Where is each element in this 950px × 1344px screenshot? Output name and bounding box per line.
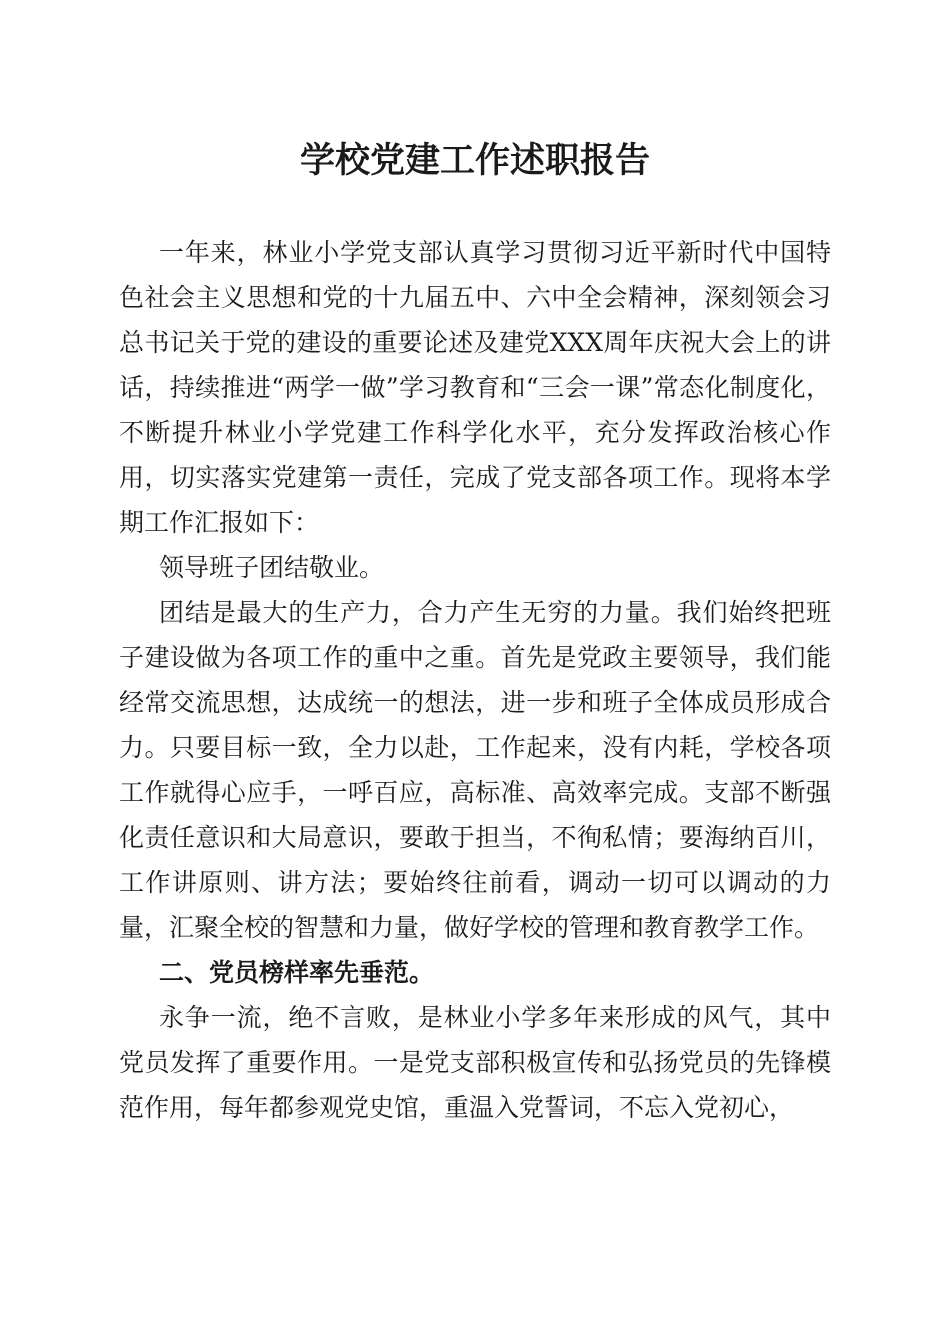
document-title: 学校党建工作述职报告 <box>299 140 650 181</box>
document-body <box>119 230 831 1130</box>
section-heading-party-members: 二、党员榜样率先垂范。 <box>159 958 435 987</box>
paragraph-intro: 一年来，林业小学党支部认真学习贯彻习近平新时代中国特色社会主义思想和党的十九届五中、六中全会精神，深刻领会习总书记关于党的建设的重要论述及建党XXX周年庆祝大会上的讲话，持续推进“两学一做”学习教育和“三会一课”常态化制度化，不断提升林业小学党建工作科学化水平，充分发挥政治核心作用，切实落实党建第一责任，完成了党支部各项工作。现将本学期工作汇报如下： <box>119 238 831 537</box>
paragraph-party-members: 永争一流，绝不言败，是林业小学多年来形成的风气，其中党员发挥了重要作用。一是党支部积极宣传和弘扬党员的先锋模范作用，每年都参观党史馆，重温入党誓词，不忘入党初心， <box>119 1003 831 1122</box>
section-heading-leadership: 领导班子团结敬业。 <box>159 553 385 582</box>
paragraph-leadership: 团结是最大的生产力，合力产生无穷的力量。我们始终把班子建设做为各项工作的重中之重。首先是党政主要领导，我们能经常交流思想，达成统一的想法，进一步和班子全体成员形成合力。只要目标一致，全力以赴，工作起来，没有内耗，学校各项工作就得心应手，一呼百应，高标准、高效率完成。支部不断强化责任意识和大局意识，要敢于担当，不徇私情；要海纳百川，工作讲原则、讲方法；要始终往前看，调动一切可以调动的力量，汇聚全校的智慧和力量，做好学校的管理和教育教学工作。 <box>119 598 831 942</box>
